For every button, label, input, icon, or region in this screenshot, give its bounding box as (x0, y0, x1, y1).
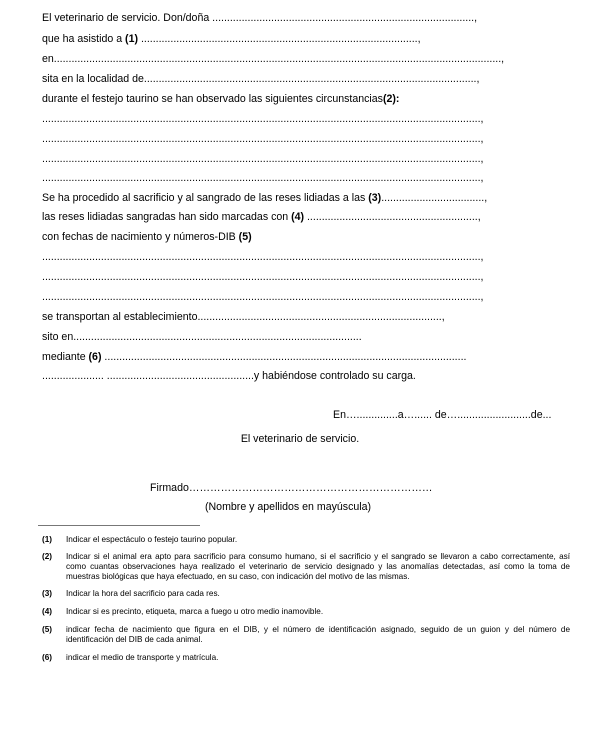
form-line-sito: sito en.................................................................................................. (42, 331, 362, 343)
footnote-text: indicar fecha de nacimiento que figura en el DIB, y el número de identificación asignado, seguido de un guion y del número de identificación del DIB de cada animal. (66, 625, 570, 645)
footnote-number: (4) (42, 607, 53, 616)
footnote-text: Indicar la hora del sacrificio para cada res. (66, 589, 220, 598)
footnote (42, 589, 570, 599)
form-line-establecimiento: se transportan al establecimiento..................................................................................., (42, 311, 445, 323)
form-line-circunstancias: durante el festejo taurino se han observado las siguientes circunstancias(2): (42, 93, 400, 105)
form-line-dots: ....................................................................................................................................................., (42, 172, 484, 184)
footnote-separator (38, 525, 200, 526)
footnote (42, 625, 570, 645)
footnote-number: (1) (42, 535, 53, 544)
footnote-number: (2) (42, 552, 53, 561)
form-line-dib: con fechas de nacimiento y números-DIB (5) (42, 231, 252, 243)
footnote-number: (6) (42, 653, 53, 662)
form-line-dots: ....................................................................................................................................................., (42, 291, 484, 303)
form-line-dots: ....................................................................................................................................................., (42, 251, 484, 263)
footnote (42, 653, 570, 663)
name-note: (Nombre y apellidos en mayúscula) (205, 501, 372, 513)
form-line-dots: ....................................................................................................................................................., (42, 113, 484, 125)
form-line-dots: ....................................................................................................................................................., (42, 153, 484, 165)
form-line-carga: ..................... ..................................................y habiéndose controlado su carga. (42, 370, 416, 382)
form-line-localidad: sita en la localidad de................................................................................................................., (42, 73, 480, 85)
form-line-veterinario: El veterinario de servicio. Don/doña ........................................................................................., (42, 12, 478, 24)
footnote-number: (3) (42, 589, 53, 598)
footnote (42, 552, 570, 583)
form-line-festejo: que ha asistido a (1) .............................................................................................., (42, 33, 421, 45)
footnote-text: Indicar el espectáculo o festejo taurino popular. (66, 535, 238, 544)
footnote-number: (5) (42, 625, 53, 634)
footnote (42, 607, 570, 617)
form-line-marcadas: las reses lidiadas sangradas han sido marcadas con (4) .........................................................., (42, 211, 481, 223)
form-line-en: en........................................................................................................................................................, (42, 53, 505, 65)
form-line-dots: ....................................................................................................................................................., (42, 271, 484, 283)
signer-title: El veterinario de servicio. (240, 433, 360, 445)
form-line-mediante: mediante (6) ........................................................................................................................... (42, 351, 467, 363)
form-line-dots: ....................................................................................................................................................., (42, 133, 484, 145)
signature-line: Firmado…………………………………………………………… (150, 482, 433, 494)
footnote-text: Indicar si es precinto, etiqueta, marca a fuego u otro medio inamovible. (66, 607, 324, 616)
footnote-text: indicar el medio de transporte y matrícula. (66, 653, 219, 662)
form-line-sacrificio: Se ha procedido al sacrificio y al sangrado de las reses lidiadas a las (3)..................................., (42, 192, 488, 204)
date-line: En…..............a…...... de….........................de... (333, 409, 552, 421)
footnote (42, 535, 570, 545)
footnote-text: Indicar si el animal era apto para sacrificio para consumo humano, si el sacrificio y el sangrado se llevaron a cabo correctamente, así como cuantas observaciones haya realizado el veterinario de servicio designado y las anomalías detectadas, así como la toma de muestras biológicas que haya efectuado, en su caso, con indicación del motivo de las mismas. (66, 552, 570, 582)
